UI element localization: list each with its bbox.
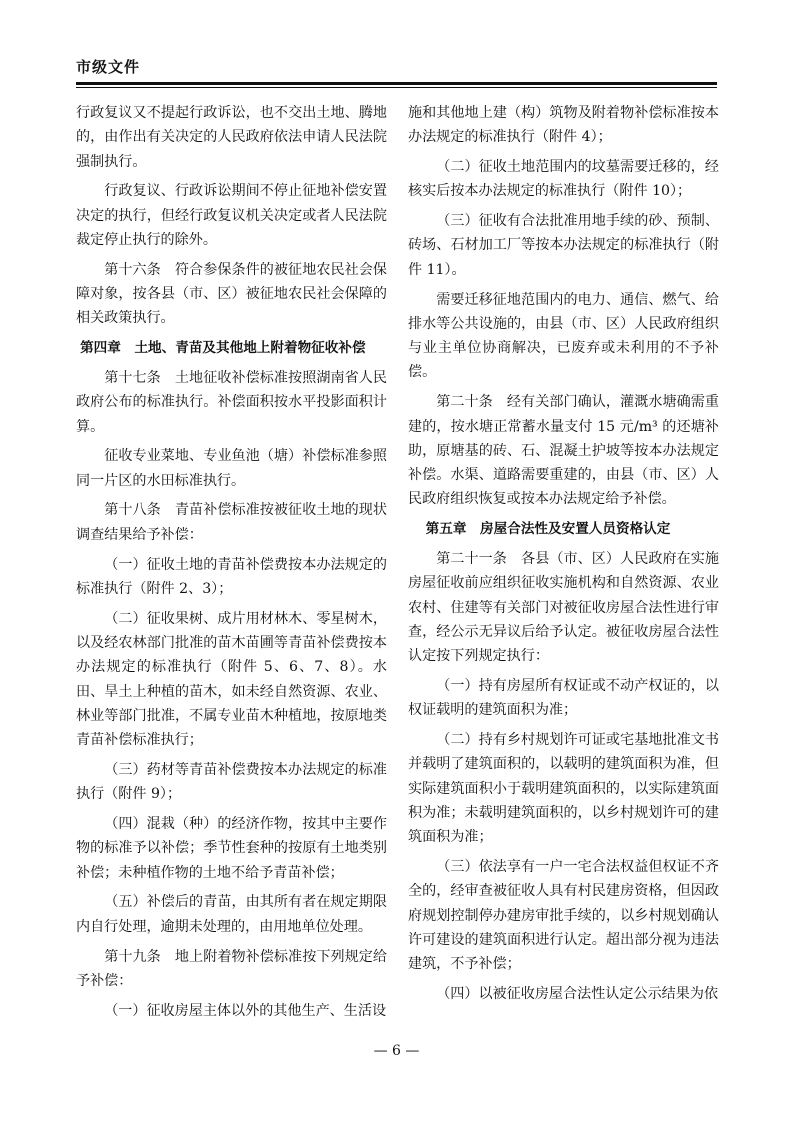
paragraph: 第十八条 青苗补偿标准按被征收土地的现状调查结果给予补偿：: [76, 502, 387, 543]
left-text-column: [76, 101, 387, 1028]
paragraph: （五）补偿后的青苗，由其所有者在规定期限内自行处理，逾期未处理的，由用地单位处理。: [76, 894, 387, 935]
chapter-heading: 第四章 土地、青苗及其他地上附着物征收补偿: [80, 340, 366, 357]
paragraph: （二）征收土地范围内的坟墓需要迁移的，经核实后按本办法规定的标准执行（附件 10）；: [408, 159, 719, 200]
paragraph: 第十九条 地上附着物补偿标准按下列规定给予补偿：: [76, 948, 387, 989]
chapter-heading: 第五章 房屋合法性及安置人员资格认定: [425, 521, 671, 538]
paragraph: 第二十一条 各县（市、区）人民政府在实施房屋征收前应组织征收实施机构和自然资源、农业农村、住建等有关部门对被征收房屋合法性进行审查，经公示无异议后给予认定。被征收房屋合法性认定按下列规定执行：: [408, 551, 719, 665]
paragraph: 施和其他地上建（构）筑物及附着物补偿标准按本办法规定的标准执行（附件 4）；: [408, 105, 719, 146]
paragraph: （四）以被征收房屋合法性认定公示结果为依: [436, 986, 719, 1003]
paragraph: （一）征收房屋主体以外的其他生产、生活设: [104, 1002, 387, 1019]
paragraph: 征收专业菜地、专业鱼池（塘）补偿标准参照同一片区的水田标准执行。: [76, 448, 387, 489]
paragraph: （三）征收有合法批准用地手续的砂、预制、砖场、石材加工厂等按本办法规定的标准执行（附件 11）。: [408, 213, 719, 278]
header-rule-thin: [76, 87, 717, 88]
paragraph: 行政复议又不提起行政诉讼，也不交出土地、腾地的，由作出有关决定的人民政府依法申请人民法院强制执行。: [76, 105, 387, 170]
paragraph: 需要迁移征地范围内的电力、通信、燃气、给排水等公共设施的，由县（市、区）人民政府组织与业主单位协商解决，已废弃或未利用的不予补偿。: [408, 291, 719, 381]
right-text-column: [408, 101, 719, 1012]
paragraph: 第二十条 经有关部门确认，灌溉水塘确需重建的，按水塘正常蓄水量支付 15 元/m³ 的还塘补助，原塘基的砖、石、混凝土护坡等按本办法规定补偿。水渠、道路需要重建的，由县（市、区）人民政府组织恢复或按本办法规定给予补偿。: [408, 394, 719, 508]
paragraph: 行政复议、行政诉讼期间不停止征地补偿安置决定的执行，但经行政复议机关决定或者人民法院裁定停止执行的除外。: [76, 183, 387, 248]
paragraph: 第十七条 土地征收补偿标准按照湖南省人民政府公布的标准执行。补偿面积按水平投影面积计算。: [76, 369, 387, 435]
header-rule-thick: [76, 82, 717, 85]
paragraph: （一）征收土地的青苗补偿费按本办法规定的标准执行（附件 2、3）；: [76, 556, 387, 597]
page-number: — 6 —: [373, 1043, 420, 1059]
paragraph: （三）药材等青苗补偿费按本办法规定的标准执行（附件 9）；: [76, 761, 387, 803]
paragraph: （二）征收果树、成片用材林木、零星树木，以及经农林部门批准的苗木苗圃等青苗补偿费按本办法规定的标准执行（附件 5、6、7、8）。水田、旱土上种植的苗木，如未经自然资源、农业、林业等部门批准，不属专业苗木种植地，按原地类青苗补偿标准执行；: [76, 610, 387, 749]
paragraph: 第十六条 符合参保条件的被征地农民社会保障对象，按各县（市、区）被征地农民社会保障的相关政策执行。: [76, 261, 387, 327]
document-header-title: 市级文件: [76, 58, 141, 76]
paragraph: （二）持有乡村规划许可证或宅基地批准文书并载明了建筑面积的，以载明的建筑面积为准，但实际建筑面积小于载明建筑面积的，以实际建筑面积为准；未载明建筑面积的，以乡村规划许可的建筑面积为准；: [408, 732, 719, 846]
paragraph: （三）依法享有一户一宅合法权益但权证不齐全的，经审查被征收人具有村民建房资格，但因政府规划控制停办建房审批手续的，以乡村规划确认许可建设的建筑面积进行认定。超出部分视为违法建筑，不予补偿；: [408, 859, 719, 973]
paragraph: （一）持有房屋所有权证或不动产权证的，以权证载明的建筑面积为准；: [408, 678, 719, 719]
paragraph: （四）混栽（种）的经济作物，按其中主要作物的标准予以补偿；季节性套种的按原有土地类别补偿；未种植作物的土地不给予青苗补偿；: [76, 816, 387, 881]
